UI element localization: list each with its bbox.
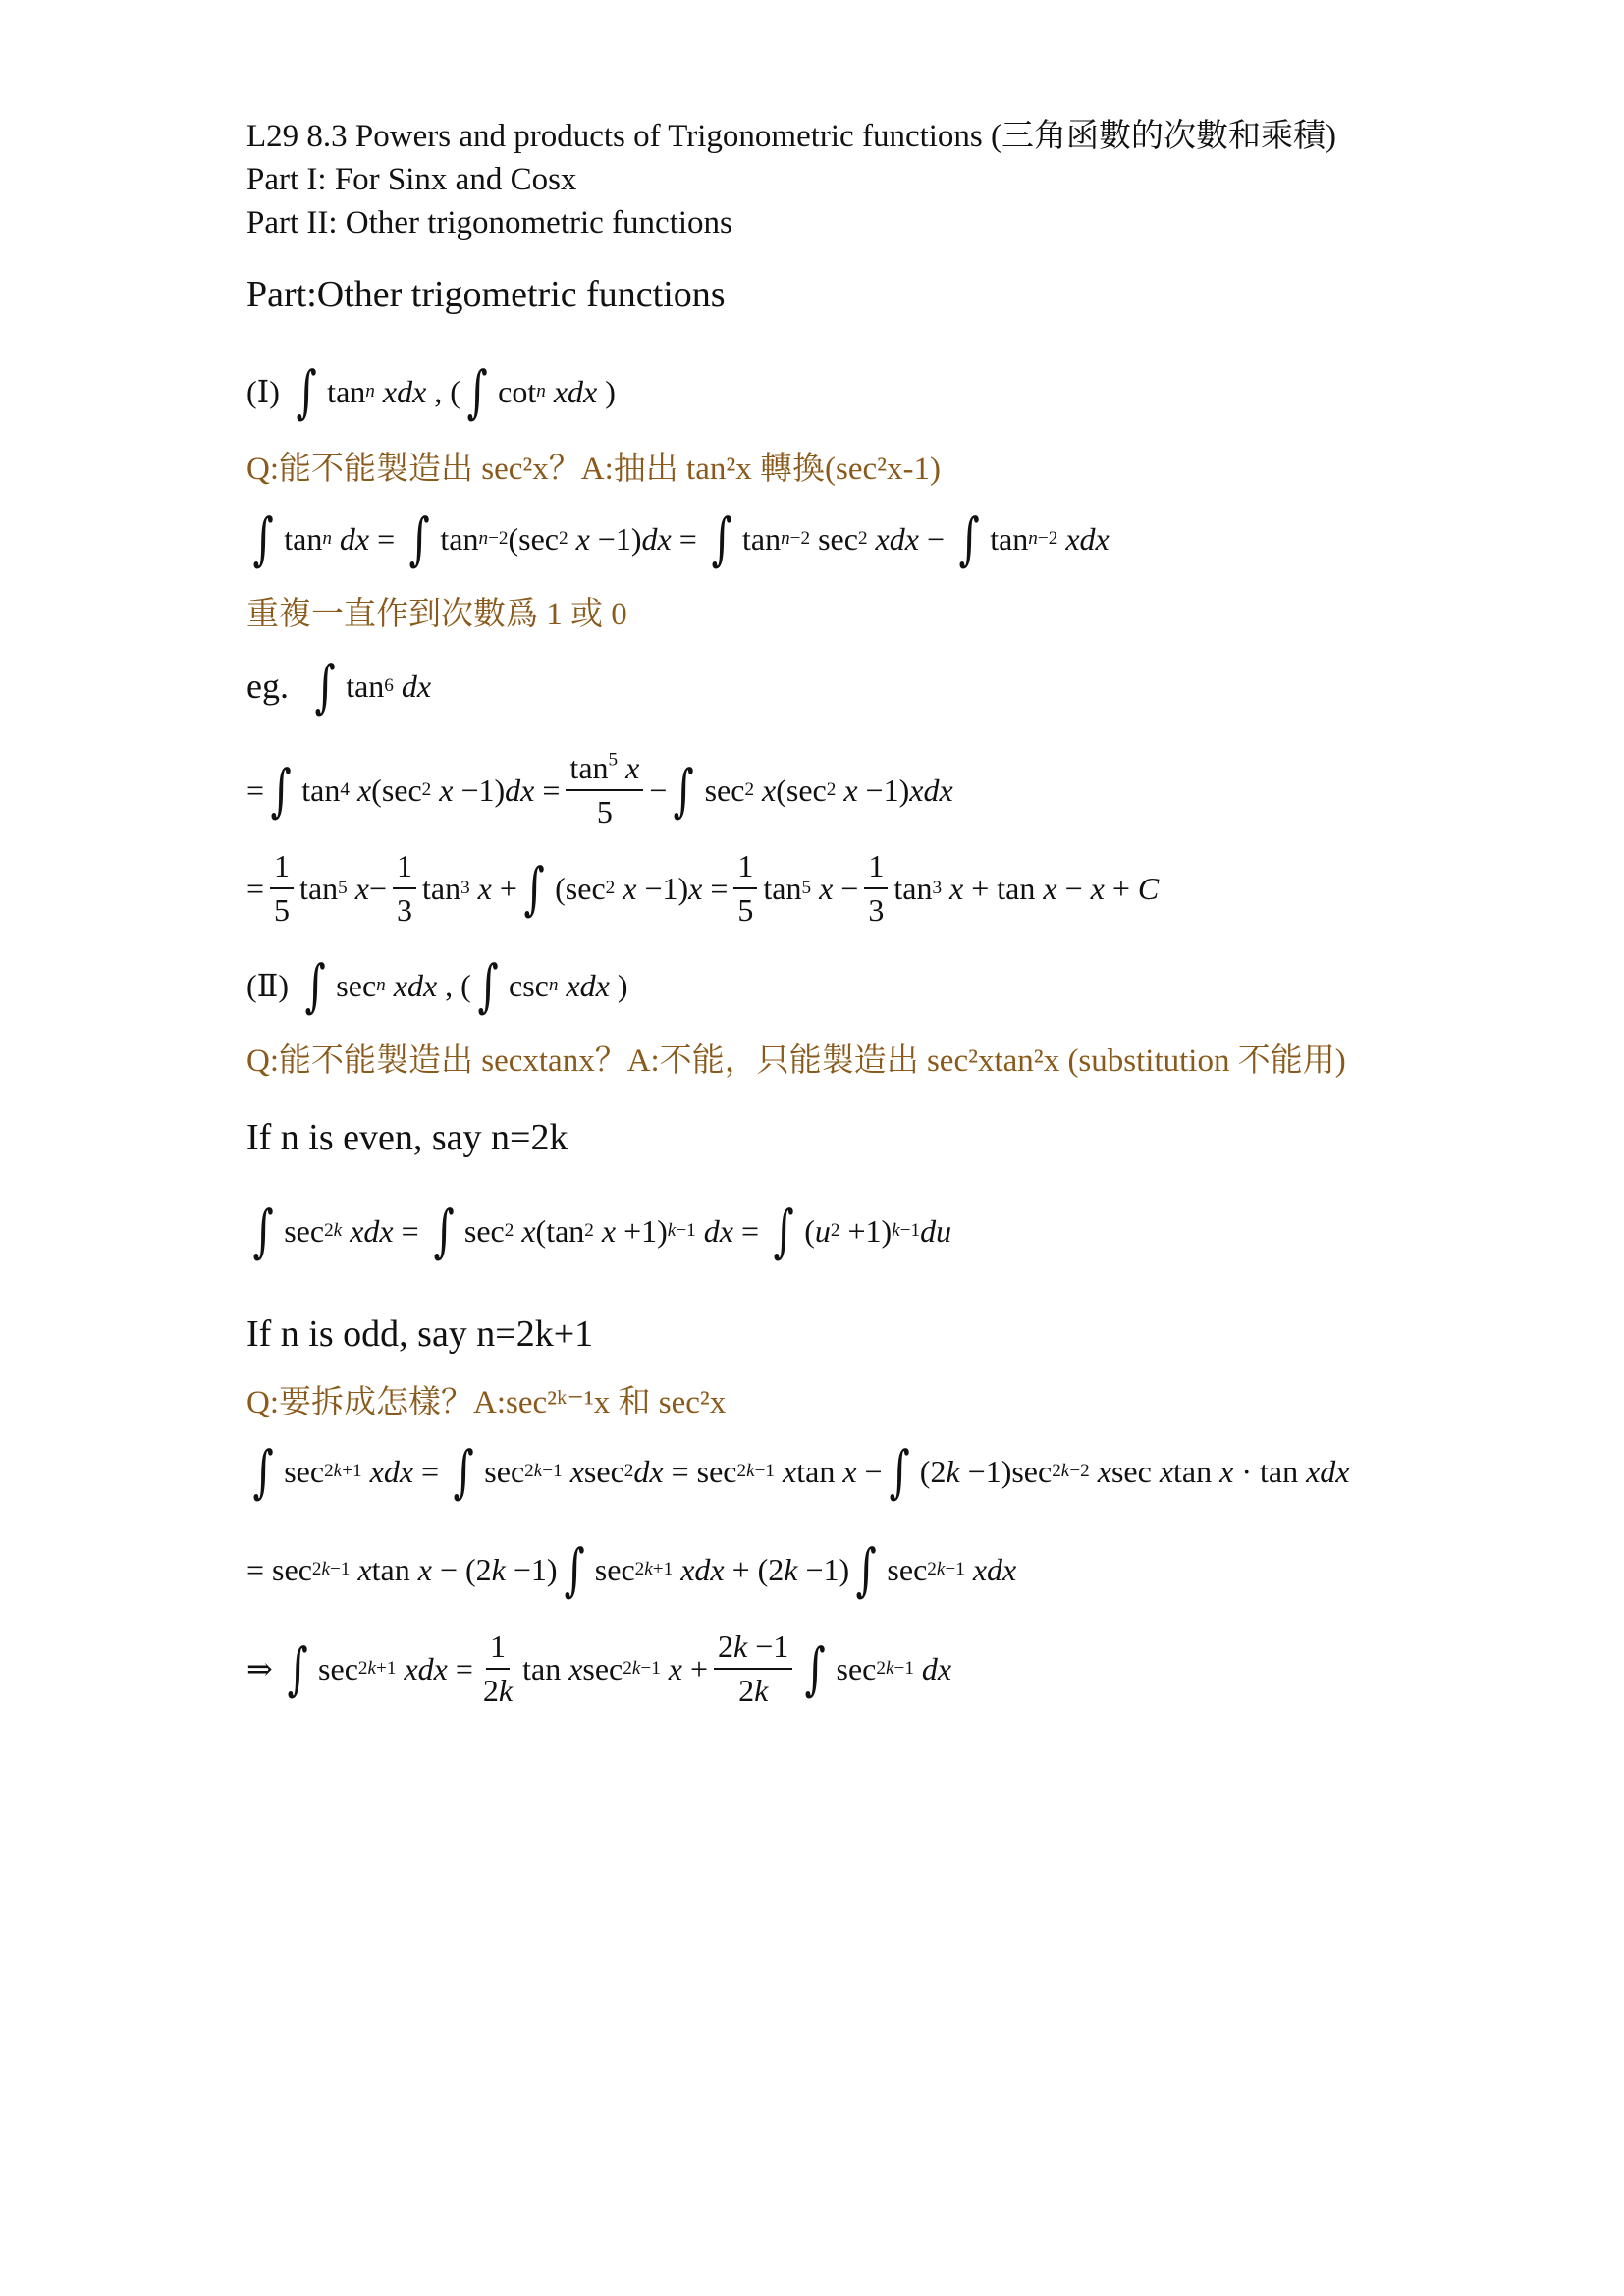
header-part2: Part II: Other trigonometric functions [246, 205, 732, 240]
formula-odd-result: ⇒ ∫ sec 2k+1 xdx = $\frac{1}{2k}$ tan x sec 2k−1 x + $\frac{2k -1}{2k}$ ∫ sec 2k−1 dx [246, 1629, 952, 1709]
example-heading: eg. ∫ tan 6 dx [246, 653, 432, 720]
example-label: eg. [246, 667, 289, 706]
part2-question: Q:能不能製造出 secxtanx？A:不能，只能製造出 sec²xtan²x (substitution 不能用) [246, 1043, 1346, 1079]
example-step2: = $\frac{1}{5}$ tan 5 x − $\frac{1}{3}$ tan 3 x + ∫ (sec 2 x −1) x = $\frac{1}{5}$ tan 5 x − $\frac{1}{3}$ tan 3 x + tan x − x + C [246, 848, 1160, 929]
formula-odd-2: = sec 2k−1 x tan x − (2 k −1) ∫ sec 2k+1 xdx + (2 k −1) ∫ sec 2k−1 xdx [246, 1536, 1017, 1603]
part1-heading: (Ⅰ) ∫ tan n xdx , ( ∫ cot n xdx ) [246, 358, 616, 425]
repeat-note: 重複一直作到次數爲 1 或 0 [246, 597, 627, 632]
formula-odd-1: ∫ sec 2k+1 xdx = ∫ sec 2k−1 x sec 2 dx = sec 2k−1 x tan x − ∫ (2 k −1)sec 2k−2 x sec x tan x · tan xdx [252, 1438, 1350, 1505]
part2-label: (Ⅱ) [246, 968, 290, 1003]
odd-case-title: If n is odd, say n=2k+1 [246, 1313, 594, 1355]
formula-even: ∫ sec 2k xdx = ∫ sec 2 x (tan 2 x +1) k−1 dx = ∫ ( u 2 +1) k−1 du [252, 1198, 952, 1264]
section-title: Part:Other trigometric functions [246, 274, 726, 315]
part2-heading: (Ⅱ) ∫ sec n xdx , ( ∫ csc n xdx ) [246, 952, 628, 1019]
part1-label: (Ⅰ) [246, 374, 280, 409]
example-step1: = ∫ tan 4 x (sec 2 x −1) dx = $\frac{\tan^5 x}{5}$ − ∫ sec 2 x (sec 2 x −1) xdx [246, 749, 953, 830]
part1-question: Q:能不能製造出 sec²x？A:抽出 tan²x 轉換(sec²x-1) [246, 452, 941, 487]
formula-tan-reduction: ∫ tan n dx = ∫ tan n−2 (sec 2 x −1) dx = ∫ tan n−2 sec 2 xdx − ∫ tan n−2 xdx [252, 506, 1110, 572]
even-case-title: If n is even, say n=2k [246, 1117, 568, 1158]
header-part1: Part I: For Sinx and Cosx [246, 162, 577, 197]
header-title: L29 8.3 Powers and products of Trigonometric functions (三角函數的次數和乘積) [246, 119, 1336, 154]
odd-question: Q:要拆成怎樣？A:sec²ᵏ⁻¹x 和 sec²x [246, 1385, 727, 1420]
